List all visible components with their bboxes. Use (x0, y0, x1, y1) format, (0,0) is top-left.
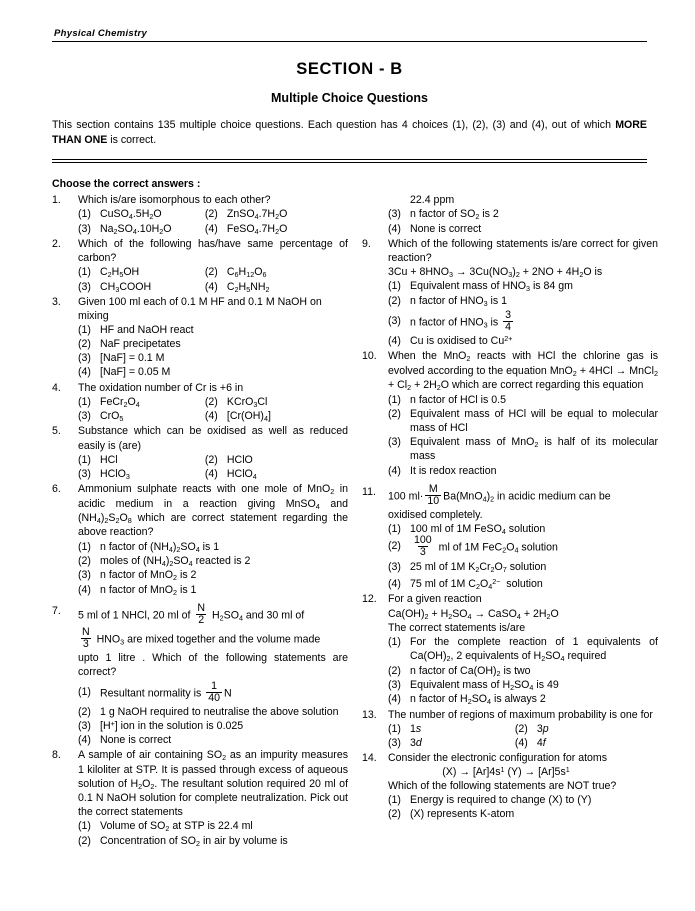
option-3[interactable] (388, 207, 658, 221)
intro-text-part1: This section contains 135 multiple choice questions. Each question has 4 choices (1), (2), (3) and (4), out of which (52, 119, 616, 131)
option-label: (4) (388, 693, 401, 706)
option-text: $CH_3COOH$ (100, 280, 152, 294)
fraction-numerator: N (82, 625, 90, 638)
question-stem: For a given reaction (388, 593, 482, 606)
option-3[interactable] (388, 736, 515, 750)
option-3[interactable] (388, 560, 658, 574)
option-4[interactable] (388, 577, 658, 591)
question-6 (52, 482, 348, 597)
option-text: Volume of $SO_2$ at STP is 22.4 ml (100, 820, 253, 834)
option-label: (1) (388, 280, 401, 293)
option-text: 3d (410, 737, 422, 749)
option-label: (2) (388, 407, 401, 420)
option-text: HF and NaOH react (100, 324, 194, 337)
option-text: n factor of HCl is 0.5 (410, 393, 506, 406)
question-3 (52, 295, 348, 379)
option-3[interactable] (78, 280, 205, 294)
question-number: 6. (52, 483, 61, 496)
option-label: (1) (388, 522, 401, 535)
left-column (52, 192, 348, 848)
option-1[interactable] (388, 635, 658, 664)
option-3[interactable] (78, 409, 205, 423)
option-text: 1s (410, 722, 422, 735)
option-label: (4) (204, 467, 218, 480)
question-stem: Which is/are isomorphous to each other? (78, 194, 271, 207)
option-text: 1 g NaOH required to neutralise the above solution (100, 706, 339, 719)
option-text: Cu is oxidised to $Cu^{2+}$ (410, 334, 513, 348)
option-3[interactable] (78, 467, 205, 481)
question-9 (362, 237, 658, 349)
option-label: (2) (78, 338, 91, 351)
question-body (78, 237, 348, 294)
question-body (78, 482, 348, 597)
option-text: $FeSO_4.7H_2O$ (226, 222, 288, 236)
option-label: (1) (78, 453, 91, 466)
option-4[interactable] (388, 464, 658, 478)
option-label: (1) (388, 794, 401, 807)
option-label: (4) (78, 734, 91, 747)
option-text: $\frac{100}{3}$ ml of 1M $FeC_2O_4$ solution (414, 534, 558, 559)
question-stem-line-2: oxidised completely. (388, 508, 483, 521)
question-stem: Substance which can be oxidised as well as reduced easily is (are) (78, 425, 348, 452)
question-number: 13. (362, 708, 377, 721)
option-text: n factor of MnO$_2$ is 1 (100, 583, 197, 597)
option-3[interactable] (388, 311, 658, 334)
question-stem-line-3: upto 1 litre . Which of the following statements are correct? (78, 651, 348, 678)
option-text: 4f (536, 737, 546, 749)
option-label: (1) (78, 395, 91, 408)
option-label: (4) (514, 737, 528, 749)
option-label: (3) (388, 315, 401, 328)
option-label: (2) (78, 706, 91, 719)
option-row (78, 395, 348, 409)
option-text: None is correct (100, 734, 172, 747)
question-stem: Given 100 ml each of 0.1 M HF and 0.1 M NaOH on mixing (78, 296, 322, 323)
option-row (78, 207, 348, 221)
question-stem-secondary: Which of the following statements are NOT true? (388, 780, 617, 793)
option-text: HClO$_3$ (100, 467, 130, 481)
question-stem: Ammonium sulphate reacts with one mole of MnO$_2$ in acidic medium in a reaction giving MnSO$_4$ and $(NH_4)_2S_2O_8$ which are correct statement regarding the above reaction? (78, 483, 349, 539)
question-stem: The oxidation number of Cr is +6 in (78, 381, 244, 394)
option-text: Equivalent mass of HCl will be equal to molecular mass of HCl (410, 407, 658, 434)
option-text: [NaF] = 0.05 M (100, 366, 171, 379)
question-body (388, 592, 658, 706)
option-label: (1) (78, 540, 91, 553)
question-1 (52, 193, 348, 236)
option-text: 3p (536, 722, 549, 735)
question-number: 14. (362, 752, 377, 765)
option-text: NaF precipetates (100, 338, 181, 351)
question-4 (52, 381, 348, 424)
question-number: 5. (52, 425, 61, 438)
fraction-numerator: 1 (211, 679, 218, 692)
option-text: HClO (226, 453, 253, 466)
option-label: (4) (388, 335, 401, 348)
question-number: 4. (52, 381, 61, 394)
option-3[interactable] (78, 719, 348, 733)
option-label: (3) (388, 737, 401, 749)
fraction-numerator: M (428, 482, 438, 495)
option-label: (3) (78, 280, 91, 293)
question-8 (52, 748, 348, 848)
option-label: (3) (388, 560, 401, 573)
fraction-denominator: 4 (505, 321, 512, 334)
question-number: 10. (362, 350, 377, 363)
option-row (388, 736, 658, 750)
option-2[interactable] (515, 722, 650, 736)
question-7 (52, 604, 348, 747)
section-title: SECTION - B (296, 60, 403, 78)
fraction-numerator: N (197, 602, 206, 615)
option-label: (2) (204, 266, 218, 279)
question-12 (362, 592, 658, 706)
option-text: n factor of $H_2SO_4$ is always 2 (410, 693, 546, 707)
question-11 (362, 482, 658, 592)
option-text: Equivalent mass of $HNO_3$ is 84 gm (410, 280, 573, 294)
option-1[interactable] (78, 453, 205, 467)
option-label: (3) (78, 410, 91, 423)
option-row (78, 453, 348, 467)
question-number-placeholder (362, 193, 388, 236)
fraction-1-over-40 (206, 681, 222, 704)
option-label: (2) (514, 722, 528, 735)
question-body (78, 748, 348, 848)
option-text: n factor of $(NH_4)_2SO_4$ is 1 (100, 540, 220, 554)
option-4[interactable] (78, 365, 348, 379)
option-3[interactable] (78, 351, 348, 365)
option-label: (4) (388, 464, 401, 477)
option-text: (X) represents K-atom (410, 808, 515, 821)
option-2[interactable] (205, 395, 340, 409)
orbital-letter: s (415, 722, 422, 735)
orbital-letter: d (415, 737, 422, 749)
fraction-n-over-3 (80, 627, 92, 650)
orbital-letter: p (542, 722, 549, 735)
question-stem: A sample of air containing $SO_2$ as an impurity measures 1 kiloliter at STP. It is passed through excess of aqueous solution of $H_2O_2$. The resultant solution required 20 ml of 0.1 N NaOH solution for complete neutralization. Pick out the correct statements (78, 749, 349, 819)
option-text: [NaF] = 0.1 M (100, 352, 165, 365)
fraction-n-over-2 (195, 603, 207, 626)
option-text: moles of $(NH_4)_2SO_4$ reacted is 2 (100, 554, 251, 568)
question-stem: Which of the following statements is/are correct for given reaction? (388, 237, 658, 264)
section-intro (52, 118, 647, 148)
question-body (388, 482, 658, 592)
option-1[interactable] (388, 393, 658, 407)
option-label: (2) (204, 453, 218, 466)
question-equation: $Ca(OH)_2 + H_2SO_4$ → CaSO$_4$ + $2H_2O$ (388, 607, 559, 621)
option-label: (3) (78, 467, 91, 480)
question-stem: Consider the electronic configuration for atoms (388, 752, 608, 765)
option-label: (3) (78, 569, 91, 582)
option-4[interactable] (515, 736, 650, 750)
intro-text-part2: is correct. (107, 134, 157, 147)
two-column-body (52, 192, 658, 848)
option-text: 25 ml of 1M $K_2Cr_2O_7$ solution (410, 560, 547, 574)
option-label: (4) (78, 366, 91, 379)
question-13 (362, 708, 658, 750)
option-label: (4) (388, 577, 401, 590)
option-text: 100 ml of 1M FeSO$_4$ solution (410, 522, 546, 536)
question-body (78, 295, 348, 379)
option-text: n factor of $HNO_3$ is 1 (410, 294, 508, 308)
option-text: It is redox reaction (410, 464, 497, 477)
option-2[interactable] (78, 554, 348, 568)
option-2[interactable] (388, 407, 658, 435)
question-10 (362, 349, 658, 477)
question-number: 2. (52, 238, 61, 251)
option-text: CrO$_5$ (100, 410, 124, 423)
option-text: $C_6H_{12}O_6$ (226, 266, 267, 280)
question-stem-secondary: The correct statements is/are (388, 621, 526, 634)
option-label: (4) (78, 583, 91, 596)
option-label: (4) (388, 222, 401, 235)
option-label: (3) (388, 435, 401, 448)
option-2[interactable] (78, 834, 348, 848)
option-label: (4) (204, 280, 218, 293)
question-body (78, 604, 348, 747)
option-text: $Na_2SO_4.10H_2O$ (100, 222, 172, 236)
option-2[interactable] (78, 705, 348, 719)
question-body (78, 424, 348, 481)
option-label: (1) (388, 636, 401, 649)
option-text: Energy is required to change (X) to (Y) (410, 794, 592, 807)
option-label: (1) (78, 820, 91, 833)
option-text: n factor of $Ca(OH)_2$ is two (410, 664, 531, 678)
block-spacer (362, 478, 658, 484)
option-text: $C_2H_5NH_2$ (226, 280, 270, 294)
option-2[interactable] (388, 536, 658, 559)
option-2[interactable] (78, 337, 348, 351)
option-text: n factor of $SO_2$ is 2 (410, 208, 499, 221)
question-number: 8. (52, 749, 61, 762)
fraction-denominator: 2 (198, 614, 205, 627)
question-equation: $(X) \to [Ar]4s^1$ $(Y) \to [Ar]5s^1$ (442, 765, 570, 779)
option-row (78, 467, 348, 481)
fraction-numerator: 3 (505, 309, 512, 322)
question-body (388, 349, 658, 477)
option-text: Concentration of $SO_2$ in air by volume is (100, 834, 288, 848)
question-2 (52, 237, 348, 294)
option-label: (1) (388, 722, 401, 735)
option-2[interactable] (205, 453, 340, 467)
option-label: (4) (204, 410, 218, 423)
option-4[interactable] (78, 733, 348, 747)
option-1[interactable] (78, 265, 205, 279)
instruction-line: Choose the correct answers : (52, 178, 201, 191)
option-label: (1) (78, 208, 91, 221)
fraction-3-over-4 (503, 310, 513, 333)
option-3[interactable] (78, 222, 205, 236)
option-label: (1) (78, 324, 91, 337)
question-5 (52, 424, 348, 481)
option-row (78, 280, 348, 294)
option-label: (3) (78, 352, 91, 365)
option-4[interactable] (205, 222, 340, 236)
question-14 (362, 751, 658, 821)
option-2[interactable] (388, 807, 658, 821)
option-2[interactable] (388, 294, 658, 308)
option-4[interactable] (388, 692, 658, 706)
option-label: (1) (388, 393, 401, 406)
option-4[interactable] (388, 334, 658, 348)
option-label: (3) (78, 720, 91, 733)
option-label: (1) (78, 266, 91, 279)
option-text: Equivalent mass of $H_2SO_4$ is 49 (410, 678, 559, 692)
option-2[interactable] (388, 664, 658, 678)
question-number: 11. (362, 485, 376, 498)
option-2[interactable] (205, 207, 340, 221)
option-text: HCl (100, 453, 118, 466)
question-number: 1. (52, 194, 61, 207)
option-label: (2) (388, 294, 401, 307)
option-label: (2) (78, 554, 91, 567)
question-stem: When the MnO$_2$ reacts with HCl the chlorine gas is evolved according to the equation MnO$_2$ + 4HCl → MnCl$_2$ + $Cl_2 + 2H_2O$ which are correct regarding this equation (388, 350, 658, 393)
question-stem: Which of the following has/have same percentage of carbon? (78, 238, 348, 265)
option-row (78, 265, 348, 279)
question-body (78, 381, 348, 424)
option-4[interactable] (205, 280, 340, 294)
option-text: Equivalent mass of MnO$_2$ is half of its molecular mass (410, 435, 658, 463)
option-label: (3) (388, 678, 401, 691)
option-4[interactable] (205, 467, 340, 481)
option-text: For the complete reaction of 1 equivalents of $Ca(OH)_2$, 2 equivalents of $H_2SO_4$ required (410, 636, 658, 663)
option-3[interactable] (78, 568, 348, 582)
question-body (388, 751, 658, 821)
option-3[interactable] (388, 435, 658, 464)
question-body (78, 193, 348, 236)
option-text: None is correct (410, 222, 482, 235)
option-text: $[Cr(OH)_4]$ (226, 410, 271, 423)
question-stem-line-1: 100 ml· $\frac{M}{10}$ $Ba(MnO_4)_2$ in acidic medium can be (388, 482, 611, 507)
option-row (388, 722, 658, 736)
fraction-m-over-10 (425, 484, 441, 507)
option-text: $C_2H_5OH$ (100, 266, 140, 280)
orbital-letter: f (542, 737, 546, 749)
option-continuation-text: 22.4 ppm (410, 194, 455, 207)
option-text: KCrO$_3$Cl (226, 395, 268, 409)
option-label: (2) (204, 395, 218, 408)
question-number: 9. (362, 237, 371, 250)
option-text: n factor of $HNO_3$ is $\frac{3}{4}$ (410, 309, 512, 334)
option-4[interactable] (388, 222, 658, 236)
question-stem-line-1: 5 ml of 1 NHCl, 20 ml of $\frac{N}{2}$ $H_2SO_4$ and 30 ml of (78, 602, 305, 627)
option-label: (2) (388, 664, 401, 677)
option-text: $CuSO_4.5H_2O$ (100, 208, 162, 221)
option-label: (3) (78, 222, 91, 235)
option-1[interactable] (78, 207, 205, 221)
question-stem: The number of regions of maximum probability is one for (388, 708, 653, 721)
question-number: 12. (362, 593, 377, 606)
option-1[interactable] (78, 395, 205, 409)
option-label: (2) (388, 808, 401, 821)
option-1[interactable] (78, 679, 348, 705)
option-row (78, 409, 348, 423)
running-head: Physical Chemistry (52, 28, 647, 42)
intro-text-emphasis: MORE THAN ONE (52, 119, 647, 147)
fraction-denominator: 3 (419, 546, 426, 559)
option-1[interactable] (388, 722, 515, 736)
option-4[interactable] (205, 409, 340, 423)
option-1[interactable] (78, 540, 348, 554)
question-number: 3. (52, 296, 61, 309)
question-equation: $3Cu + 8HNO_3 \to 3Cu(NO_3)_2 + 2NO + 4H_2O$ is (388, 265, 603, 279)
right-column (362, 192, 658, 848)
question-body (388, 708, 658, 750)
option-4[interactable] (78, 583, 348, 597)
question-number: 7. (52, 605, 61, 618)
option-text: Resultant normality is $\frac{1}{40}$ N (100, 679, 232, 704)
fraction-denominator: 3 (82, 637, 89, 650)
option-label: (3) (388, 208, 401, 221)
option-1[interactable] (388, 793, 658, 807)
option-2[interactable] (205, 265, 340, 279)
fraction-100-over-3 (412, 535, 434, 558)
option-1[interactable] (388, 279, 658, 293)
option-text: $ZnSO_4.7H_2O$ (226, 208, 288, 221)
question-body (388, 193, 658, 236)
option-row (78, 222, 348, 236)
question-stem-line-2: $\frac{N}{3}$ $HNO_3$ are mixed together and the volume made (82, 625, 321, 650)
question-body (388, 237, 658, 349)
question-8-continuation (362, 193, 658, 236)
option-text: [H+] ion in the solution is 0.025 (100, 719, 244, 733)
fraction-numerator: 100 (414, 534, 432, 547)
option-1[interactable] (78, 323, 348, 337)
option-label: (2) (204, 208, 218, 221)
option-text: 75 ml of 1M $C_2O_4^{2-}$ solution (410, 576, 543, 591)
option-text: HClO$_4$ (226, 467, 257, 481)
option-label: (4) (204, 222, 218, 235)
option-text: $FeCr_2O_4$ (100, 395, 140, 409)
option-label: (2) (388, 540, 401, 553)
option-text: n factor of MnO$_2$ is 2 (100, 569, 197, 583)
option-label: (2) (78, 834, 91, 847)
option-label: (1) (78, 685, 91, 698)
fraction-denominator: 40 (208, 691, 221, 704)
subsection-title: Multiple Choice Questions (271, 91, 428, 105)
option-3[interactable] (388, 678, 658, 692)
option-1[interactable] (78, 819, 348, 833)
divider-rule (52, 159, 647, 163)
fraction-denominator: 10 (427, 494, 440, 507)
